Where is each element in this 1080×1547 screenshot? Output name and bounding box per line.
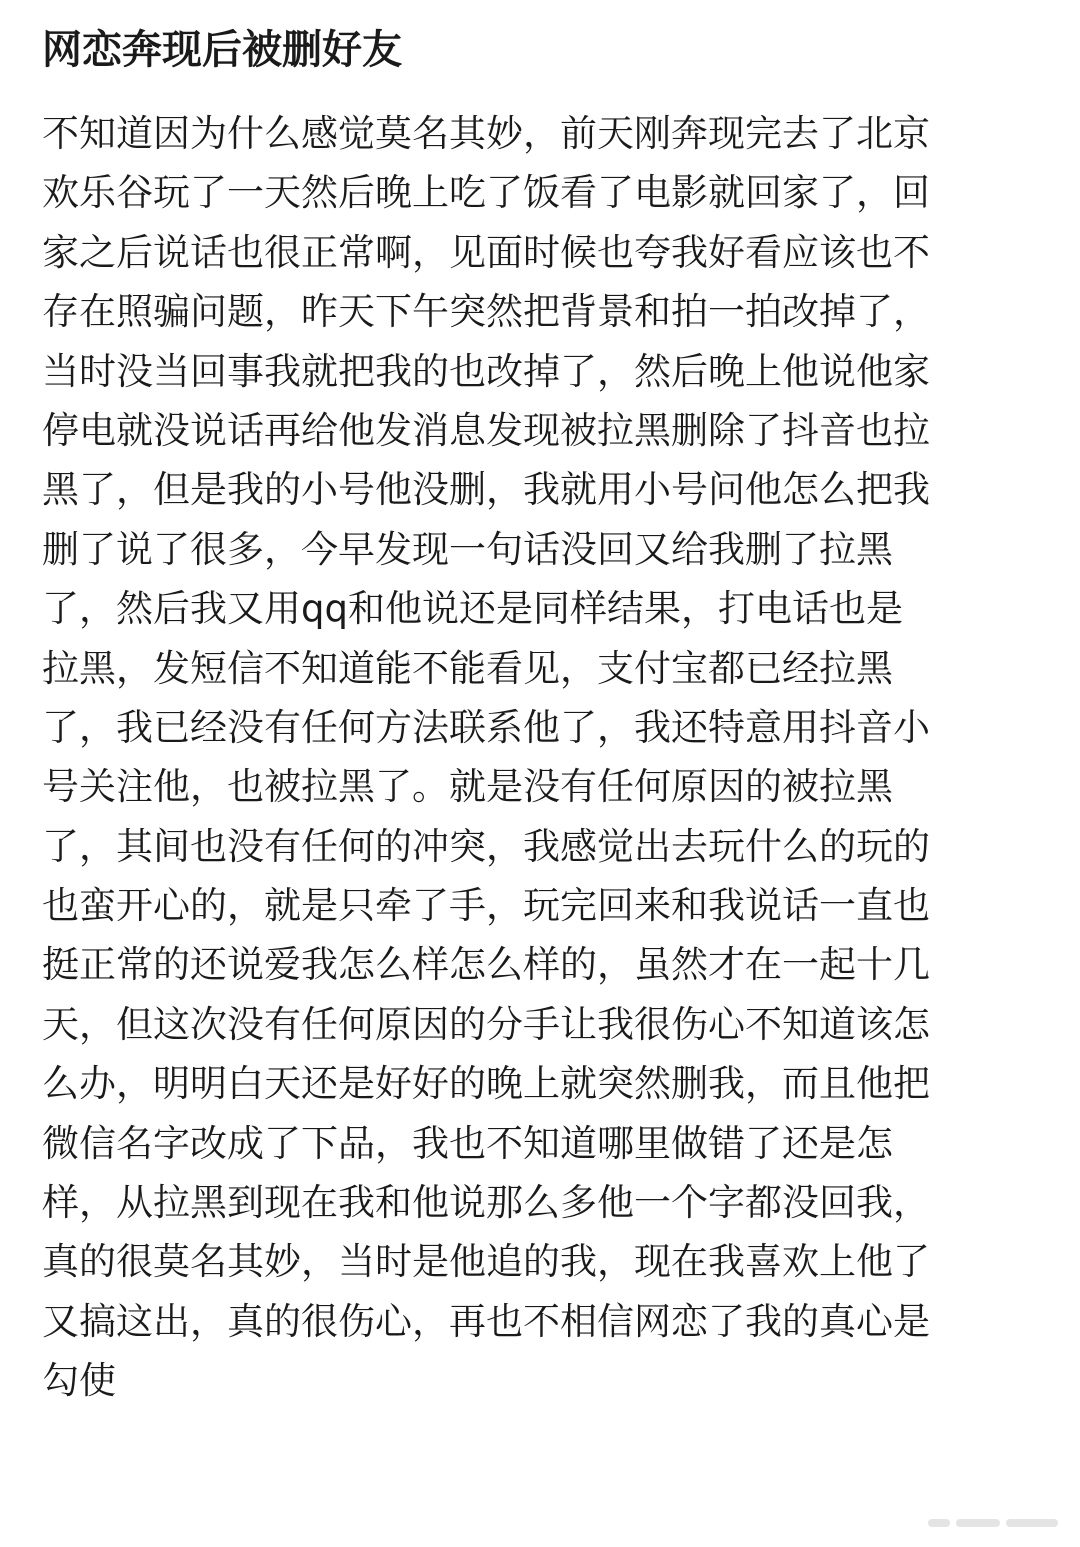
post-body-line: 黑了，但是我的小号他没删，我就用小号问他怎么把我 bbox=[42, 468, 930, 512]
post-body-line: 了，然后我又用qq和他说还是同样结果，打电话也是 bbox=[42, 587, 903, 631]
post-body-line: 欢乐谷玩了一天然后晚上吃了饭看了电影就回家了，回 bbox=[42, 171, 930, 215]
watermark-mark bbox=[928, 1519, 950, 1527]
post-body-line: 号关注他，也被拉黑了。就是没有任何原因的被拉黑 bbox=[42, 765, 893, 809]
post-body-line: 也蛮开心的，就是只牵了手，玩完回来和我说话一直也 bbox=[42, 884, 930, 928]
post-body-line: 存在照骗问题，昨天下午突然把背景和拍一拍改掉了， bbox=[42, 290, 930, 334]
post-body-line: 样，从拉黑到现在我和他说那么多他一个字都没回我， bbox=[42, 1181, 930, 1225]
post-body-line: 当时没当回事我就把我的也改掉了，然后晚上他说他家 bbox=[42, 349, 930, 393]
post-body-line: 又搞这出，真的很伤心，再也不相信网恋了我的真心是 bbox=[42, 1299, 930, 1343]
post-body-line: 不知道因为什么感觉莫名其妙，前天刚奔现完去了北京 bbox=[42, 112, 930, 155]
watermark-mark bbox=[956, 1519, 1000, 1527]
post-body-line: 微信名字改成了下品，我也不知道哪里做错了还是怎 bbox=[42, 1121, 893, 1165]
watermark-mark bbox=[1006, 1519, 1058, 1527]
post-body-line: 了，我已经没有任何方法联系他了，我还特意用抖音小 bbox=[42, 705, 930, 749]
post-body-line: 真的很莫名其妙，当时是他追的我，现在我喜欢上他了 bbox=[42, 1240, 930, 1284]
post-body bbox=[42, 104, 1038, 1411]
post-content bbox=[42, 0, 1038, 1411]
post-body-line: 家之后说话也很正常啊，见面时候也夸我好看应该也不 bbox=[42, 230, 930, 274]
post-body-line: 挺正常的还说爱我怎么样怎么样的，虽然才在一起十几 bbox=[42, 943, 930, 987]
post-body-line: 删了说了很多，今早发现一句话没回又给我删了拉黑 bbox=[42, 527, 893, 571]
post-body-line: 天，但这次没有任何原因的分手让我很伤心不知道该怎 bbox=[42, 1002, 930, 1046]
post-body-line: 了，其间也没有任何的冲突，我感觉出去玩什么的玩的 bbox=[42, 824, 930, 868]
post-body-line: 停电就没说话再给他发消息发现被拉黑删除了抖音也拉 bbox=[42, 408, 930, 452]
watermark bbox=[928, 1513, 1058, 1533]
post-body-line: 勾使 bbox=[42, 1359, 116, 1403]
post-body-line: 么办，明明白天还是好好的晚上就突然删我，而且他把 bbox=[42, 1062, 930, 1106]
post-body-line: 拉黑，发短信不知道能不能看见，支付宝都已经拉黑 bbox=[42, 646, 893, 690]
post-title: 网恋奔现后被删好友 bbox=[42, 27, 402, 73]
